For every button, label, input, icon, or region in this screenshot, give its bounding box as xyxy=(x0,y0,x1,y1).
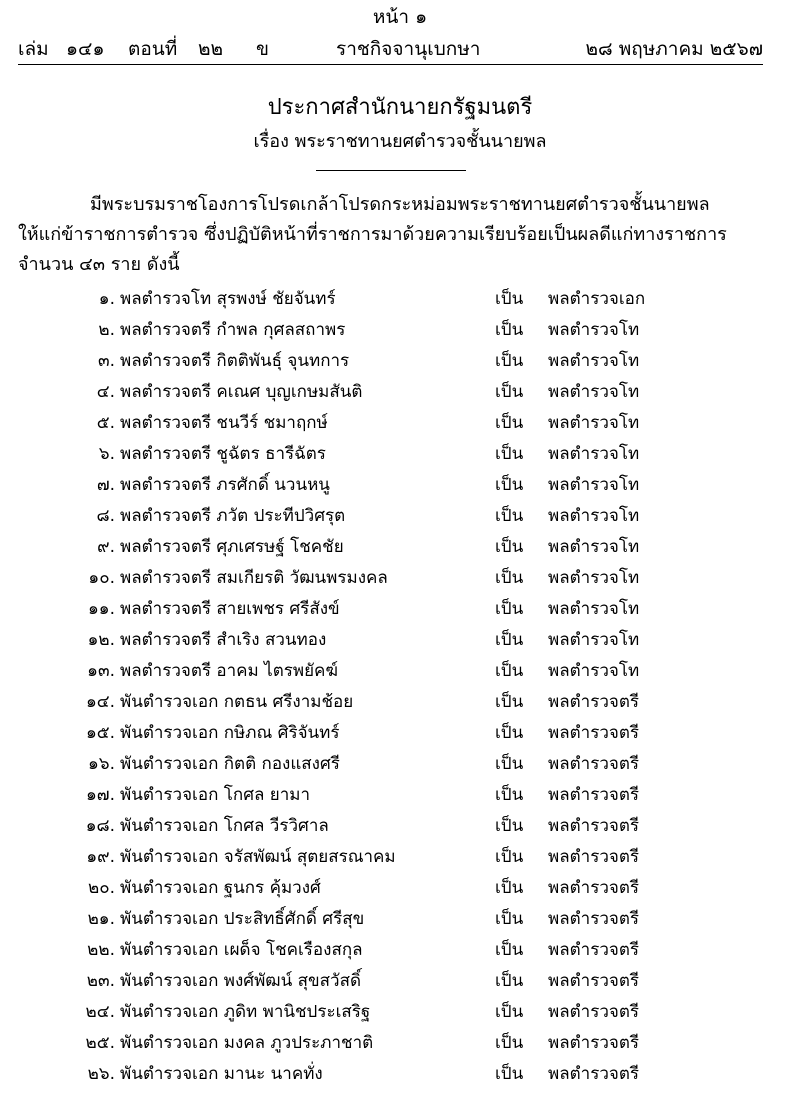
item-number: ๒. xyxy=(98,320,115,340)
officer-name: พลตำรวจตรี ภวัต ประทีปวิศรุต xyxy=(120,506,346,526)
promotion-connector: เป็น xyxy=(495,723,524,743)
officer-name: พลตำรวจตรี กิตติพันธุ์ จุนทการ xyxy=(120,351,350,371)
promotion-connector: เป็น xyxy=(495,382,524,402)
officer-name: พันตำรวจเอก พงศ์พัฒน์ สุขสวัสดิ์ xyxy=(120,971,361,991)
item-number: ๒๓. xyxy=(86,971,115,991)
new-rank: พลตำรวจเอก xyxy=(548,289,646,309)
new-rank: พลตำรวจตรี xyxy=(548,723,640,743)
promotion-connector: เป็น xyxy=(495,909,524,929)
preamble-line: ให้แก่ข้าราชการตำรวจ ซึ่งปฏิบัติหน้าที่ราชการมาด้วยความเรียบร้อยเป็นผลดีแก่ทางราชการ xyxy=(18,224,727,245)
officer-name: พลตำรวจตรี สายเพชร ศรีสังข์ xyxy=(120,599,340,619)
list-item xyxy=(0,315,800,346)
item-number: ๑๙. xyxy=(86,847,115,867)
officer-name: พันตำรวจเอก ประสิทธิ์ศักดิ์ ศรีสุข xyxy=(120,909,365,929)
preamble xyxy=(18,190,766,280)
new-rank: พลตำรวจโท xyxy=(548,537,640,557)
new-rank: พลตำรวจโท xyxy=(548,506,640,526)
promotion-connector: เป็น xyxy=(495,971,524,991)
item-number: ๓. xyxy=(97,351,115,371)
list-item xyxy=(0,811,800,842)
item-number: ๑๘. xyxy=(85,816,115,836)
new-rank: พลตำรวจตรี xyxy=(548,816,640,836)
officer-name: พันตำรวจเอก จรัสพัฒน์ สุตยสรณาคม xyxy=(120,847,396,867)
list-item xyxy=(0,501,800,532)
officer-name: พลตำรวจตรี ศุภเศรษฐ์ โชคชัย xyxy=(120,537,344,557)
publication-date: ๒๘ พฤษภาคม ๒๕๖๗ xyxy=(585,38,763,60)
new-rank: พลตำรวจตรี xyxy=(548,847,640,867)
list-item xyxy=(0,997,800,1028)
item-number: ๑๐. xyxy=(88,568,115,588)
officer-name: พลตำรวจตรี สมเกียรติ วัฒนพรมงคล xyxy=(120,568,388,588)
item-number: ๒๕. xyxy=(85,1033,115,1053)
officer-name: พลตำรวจตรี อาคม ไตรพยัคฆ์ xyxy=(120,661,339,681)
promotion-connector: เป็น xyxy=(495,568,524,588)
officer-name: พลตำรวจตรี กำพล กุศลสถาพร xyxy=(120,320,346,340)
new-rank: พลตำรวจตรี xyxy=(548,878,640,898)
new-rank: พลตำรวจตรี xyxy=(548,909,640,929)
officer-name: พันตำรวจเอก กษิภณ ศิริจันทร์ xyxy=(120,723,340,743)
item-number: ๒๐. xyxy=(88,878,115,898)
list-item xyxy=(0,408,800,439)
list-item xyxy=(0,284,800,315)
promotion-connector: เป็น xyxy=(495,816,524,836)
list-item xyxy=(0,625,800,656)
officer-name: พันตำรวจเอก มานะ นาคทั่ง xyxy=(120,1064,323,1084)
promotion-connector: เป็น xyxy=(495,692,524,712)
gazette-name: ราชกิจจานุเบกษา xyxy=(336,38,481,60)
officer-name: พลตำรวจโท สุรพงษ์ ชัยจันทร์ xyxy=(120,289,336,309)
item-number: ๗. xyxy=(96,475,115,495)
item-number: ๑๔. xyxy=(85,692,115,712)
new-rank: พลตำรวจโท xyxy=(548,630,640,650)
title-divider xyxy=(316,170,466,171)
preamble-line: จำนวน ๔๓ ราย ดังนี้ xyxy=(18,254,180,275)
list-item xyxy=(0,532,800,563)
promotion-list xyxy=(0,284,800,1090)
item-number: ๕. xyxy=(96,413,115,433)
officer-name: พลตำรวจตรี คเณศ บุญเกษมสันติ xyxy=(120,382,363,402)
new-rank: พลตำรวจตรี xyxy=(548,971,640,991)
book-number: ๑๔๑ xyxy=(66,38,105,60)
officer-name: พลตำรวจตรี ชนวีร์ ชมาฤกษ์ xyxy=(120,413,328,433)
list-item xyxy=(0,687,800,718)
officer-name: พลตำรวจตรี ภรศักดิ์ นวนหนู xyxy=(120,475,330,495)
new-rank: พลตำรวจโท xyxy=(548,568,640,588)
list-item xyxy=(0,842,800,873)
item-number: ๒๒. xyxy=(87,940,115,960)
promotion-connector: เป็น xyxy=(495,320,524,340)
item-number: ๔. xyxy=(96,382,115,402)
new-rank: พลตำรวจตรี xyxy=(548,1033,640,1053)
officer-name: พันตำรวจเอก กตธน ศรีงามช้อย xyxy=(120,692,354,712)
preamble-line: มีพระบรมราชโองการโปรดเกล้าโปรดกระหม่อมพระราชทานยศตำรวจชั้นนายพล xyxy=(90,194,710,215)
item-number: ๑๒. xyxy=(87,630,115,650)
officer-name: พันตำรวจเอก กิตติ กองแสงศรี xyxy=(120,754,340,774)
issue-label: ตอนที่ xyxy=(128,38,178,60)
officer-name: พันตำรวจเอก มงคล ภูวประภาชาติ xyxy=(120,1033,374,1053)
item-number: ๑๑. xyxy=(88,599,115,619)
promotion-connector: เป็น xyxy=(495,940,524,960)
officer-name: พันตำรวจเอก โกศล วีรวิศาล xyxy=(120,816,329,836)
promotion-connector: เป็น xyxy=(495,537,524,557)
item-number: ๙. xyxy=(97,537,115,557)
item-number: ๒๖. xyxy=(87,1064,115,1084)
announcement-subject: เรื่อง พระราชทานยศตำรวจชั้นนายพล xyxy=(253,131,547,152)
new-rank: พลตำรวจตรี xyxy=(548,1064,640,1084)
list-item xyxy=(0,935,800,966)
new-rank: พลตำรวจตรี xyxy=(548,754,640,774)
list-item xyxy=(0,346,800,377)
promotion-connector: เป็น xyxy=(495,1002,524,1022)
officer-name: พันตำรวจเอก เผด็จ โชคเรืองสกุล xyxy=(120,940,363,960)
section-letter: ข xyxy=(256,38,269,60)
item-number: ๑๕. xyxy=(85,723,115,743)
promotion-connector: เป็น xyxy=(495,785,524,805)
item-number: ๒๑. xyxy=(87,909,115,929)
new-rank: พลตำรวจตรี xyxy=(548,940,640,960)
officer-name: พันตำรวจเอก โกศล ยามา xyxy=(120,785,311,805)
list-item xyxy=(0,563,800,594)
promotion-connector: เป็น xyxy=(495,630,524,650)
list-item xyxy=(0,718,800,749)
item-number: ๑. xyxy=(98,289,115,309)
promotion-connector: เป็น xyxy=(495,475,524,495)
officer-name: พันตำรวจเอก ฐนกร คุ้มวงศ์ xyxy=(120,878,321,898)
list-item xyxy=(0,873,800,904)
officer-name: พันตำรวจเอก ภูดิท พานิชประเสริฐ xyxy=(120,1002,371,1022)
new-rank: พลตำรวจโท xyxy=(548,444,640,464)
new-rank: พลตำรวจโท xyxy=(548,413,640,433)
new-rank: พลตำรวจโท xyxy=(548,320,640,340)
list-item xyxy=(0,656,800,687)
page-number: หน้า ๑ xyxy=(372,6,428,28)
list-item xyxy=(0,439,800,470)
list-item xyxy=(0,377,800,408)
list-item xyxy=(0,470,800,501)
promotion-connector: เป็น xyxy=(495,351,524,371)
promotion-connector: เป็น xyxy=(495,413,524,433)
list-item xyxy=(0,749,800,780)
list-item xyxy=(0,780,800,811)
promotion-connector: เป็น xyxy=(495,599,524,619)
item-number: ๑๓. xyxy=(87,661,115,681)
promotion-connector: เป็น xyxy=(495,289,524,309)
list-item xyxy=(0,966,800,997)
list-item xyxy=(0,904,800,935)
item-number: ๑๖. xyxy=(88,754,115,774)
item-number: ๘. xyxy=(96,506,115,526)
announcement-title: ประกาศสำนักนายกรัฐมนตรี xyxy=(267,95,533,120)
promotion-connector: เป็น xyxy=(495,506,524,526)
promotion-connector: เป็น xyxy=(495,661,524,681)
new-rank: พลตำรวจโท xyxy=(548,599,640,619)
promotion-connector: เป็น xyxy=(495,878,524,898)
issue-number: ๒๒ xyxy=(198,38,224,60)
book-label: เล่ม xyxy=(18,38,49,60)
gazette-header xyxy=(18,34,763,65)
new-rank: พลตำรวจตรี xyxy=(548,785,640,805)
item-number: ๑๗. xyxy=(86,785,115,805)
promotion-connector: เป็น xyxy=(495,754,524,774)
officer-name: พลตำรวจตรี สำเริง สวนทอง xyxy=(120,630,327,650)
new-rank: พลตำรวจโท xyxy=(548,351,640,371)
item-number: ๖. xyxy=(98,444,115,464)
promotion-connector: เป็น xyxy=(495,1033,524,1053)
list-item xyxy=(0,594,800,625)
new-rank: พลตำรวจโท xyxy=(548,382,640,402)
new-rank: พลตำรวจโท xyxy=(548,475,640,495)
officer-name: พลตำรวจตรี ชูฉัตร ธารีฉัตร xyxy=(120,444,326,464)
new-rank: พลตำรวจตรี xyxy=(548,1002,640,1022)
new-rank: พลตำรวจตรี xyxy=(548,692,640,712)
list-item xyxy=(0,1028,800,1059)
promotion-connector: เป็น xyxy=(495,444,524,464)
promotion-connector: เป็น xyxy=(495,1064,524,1084)
list-item xyxy=(0,1059,800,1090)
item-number: ๒๔. xyxy=(85,1002,115,1022)
new-rank: พลตำรวจโท xyxy=(548,661,640,681)
promotion-connector: เป็น xyxy=(495,847,524,867)
